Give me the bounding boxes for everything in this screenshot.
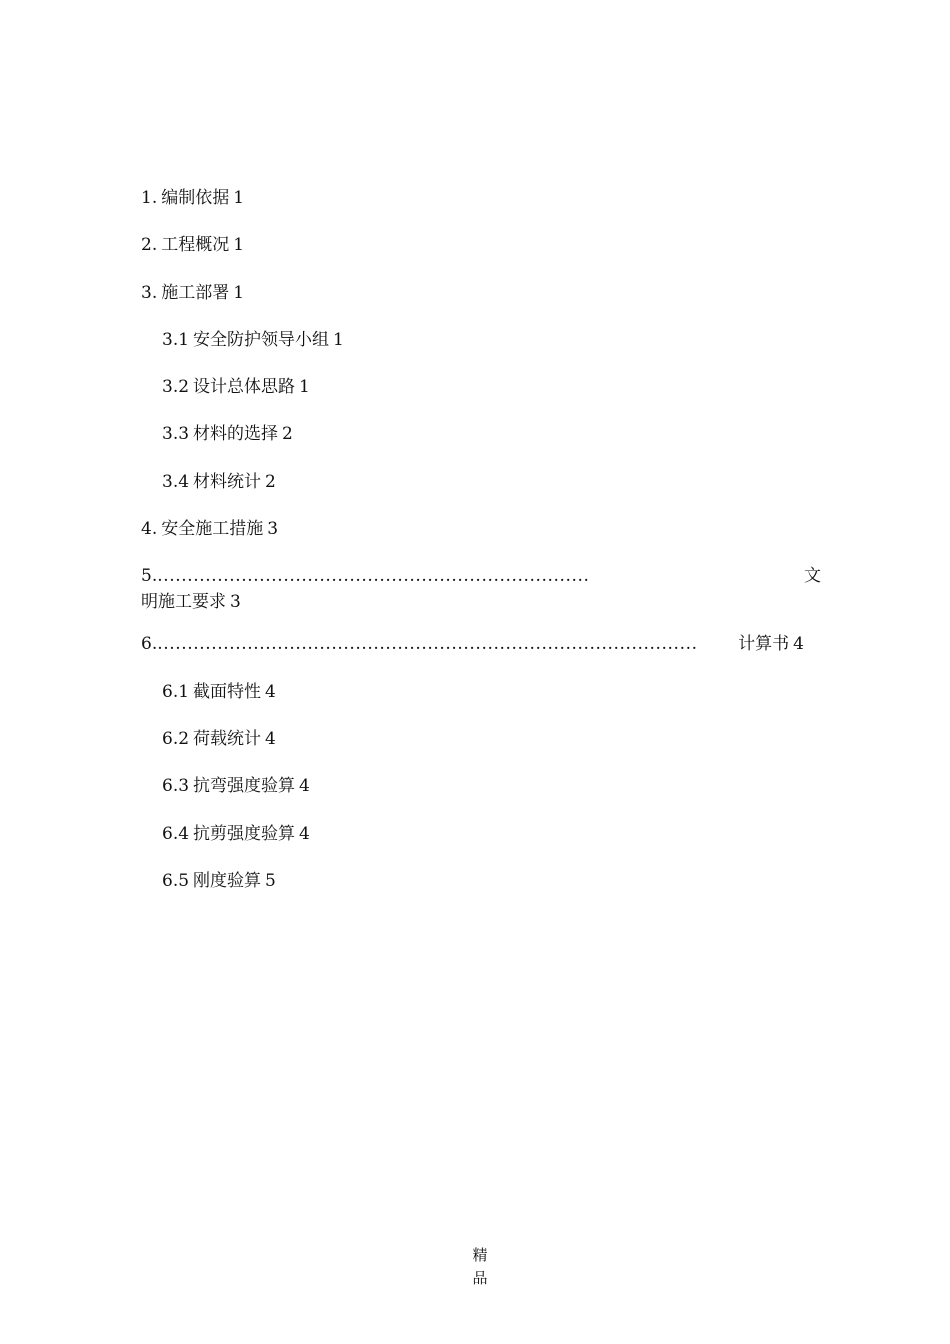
toc-entry-4[interactable] — [141, 516, 821, 542]
toc-entry-6[interactable] — [141, 631, 804, 657]
toc-entry-title: 工程概况 — [161, 235, 230, 256]
toc-entry-3-1[interactable] — [141, 327, 821, 353]
toc-entry-page: 4 — [299, 823, 310, 844]
toc-entry-number: 3.3 — [162, 424, 190, 445]
toc-entry-number: 3.1 — [162, 329, 190, 350]
toc-entry-number: 6.3 — [162, 776, 190, 797]
toc-entry-title: 安全施工措施 — [161, 519, 264, 540]
toc-entry-title-rest: 明施工要求 — [141, 592, 226, 613]
toc-entry-number: 3.4 — [162, 471, 190, 492]
toc-entry-title: 编制依据 — [161, 188, 230, 208]
toc-entry-3-4[interactable] — [141, 469, 821, 495]
toc-leader-dots: ........................................................................ — [157, 566, 590, 587]
toc-entry-number: 6.5 — [162, 870, 190, 891]
toc-entry-number: 2. — [141, 235, 158, 256]
toc-entry-number: 1. — [141, 188, 158, 208]
toc-entry-6-1[interactable] — [141, 679, 821, 705]
toc-entry-3[interactable] — [141, 280, 821, 306]
toc-entry-page: 1 — [233, 235, 245, 256]
toc-entry-page: 1 — [233, 188, 245, 208]
toc-entry-number: 5. — [141, 566, 158, 587]
toc-entry-page: 1 — [233, 282, 245, 303]
toc-entry-number: 6.4 — [162, 823, 190, 844]
toc-entry-1[interactable] — [141, 185, 821, 211]
toc-leader-dots: .......................................................................................... — [157, 634, 698, 655]
toc-entry-6-5[interactable] — [141, 868, 821, 894]
toc-entry-title: 截面特性 — [193, 681, 262, 702]
toc-entry-page: 3 — [230, 592, 241, 613]
toc-entry-page: 5 — [265, 870, 276, 891]
toc-entry-title: 抗弯强度验算 — [193, 776, 296, 797]
toc-entry-page: 4 — [793, 634, 804, 655]
toc-entry-number: 3. — [141, 282, 158, 303]
toc-entry-6-4[interactable] — [141, 821, 821, 847]
toc-entry-number: 4. — [141, 519, 158, 540]
toc-entry-3-2[interactable] — [141, 374, 821, 400]
toc-entry-title: 抗剪强度验算 — [193, 823, 296, 844]
toc-entry-page: 4 — [299, 776, 310, 797]
toc-entry-5[interactable] — [141, 563, 821, 615]
footer-line: 品 — [472, 1269, 488, 1287]
toc-entry-line-continuation — [141, 589, 821, 615]
toc-entry-page: 4 — [265, 728, 276, 749]
toc-entry-page: 3 — [267, 519, 279, 540]
footer-line: 精 — [472, 1246, 488, 1264]
toc-entry-title: 材料的选择 — [193, 424, 279, 445]
toc-entry-title: 刚度验算 — [193, 870, 262, 891]
toc-entry-page: 1 — [299, 377, 310, 398]
toc-entry-title: 材料统计 — [193, 471, 262, 492]
toc-entry-number: 3.2 — [162, 377, 190, 398]
toc-entry-6-2[interactable] — [141, 726, 821, 752]
toc-entry-page: 2 — [265, 471, 276, 492]
toc-entry-page: 1 — [333, 329, 344, 350]
toc-entry-3-3[interactable] — [141, 421, 821, 447]
toc-entry-line — [141, 563, 821, 589]
toc-entry-number: 6. — [141, 634, 158, 655]
toc-entry-title: 施工部署 — [161, 282, 230, 303]
table-of-contents — [141, 185, 821, 915]
toc-entry-title: 安全防护领导小组 — [193, 329, 330, 350]
toc-entry-title: 荷载统计 — [193, 728, 262, 749]
toc-entry-number: 6.2 — [162, 728, 190, 749]
toc-entry-title: 设计总体思路 — [193, 377, 296, 398]
toc-entry-page: 4 — [265, 681, 276, 702]
page-footer — [468, 1244, 492, 1290]
toc-entry-page: 2 — [282, 424, 293, 445]
toc-entry-title-head: 文 — [804, 566, 821, 587]
toc-entry-number: 6.1 — [162, 681, 190, 702]
toc-entry-title: 计算书 — [738, 634, 790, 655]
toc-entry-2[interactable] — [141, 232, 821, 258]
toc-entry-6-3[interactable] — [141, 773, 821, 799]
